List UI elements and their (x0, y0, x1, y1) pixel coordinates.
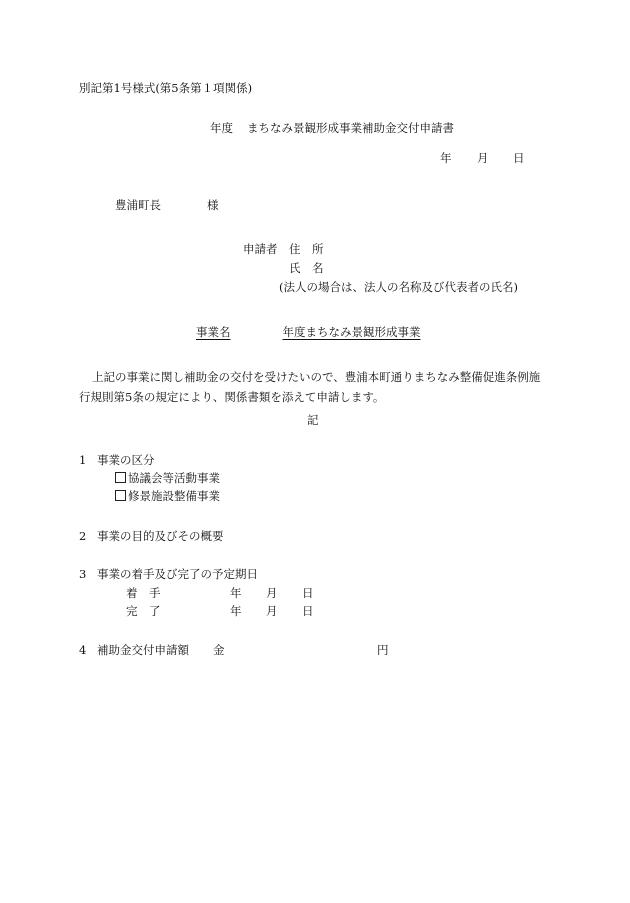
applicant-role: 申請者 (243, 242, 278, 256)
item-1-option-1[interactable] (115, 471, 220, 485)
title-year-label: 年度 (210, 121, 233, 135)
item-2-label: 事業の目的及びその概要 (97, 529, 224, 543)
item-3-number: 3 (79, 567, 87, 581)
form-identifier: 別記第1号様式(第5条第１項関係) (79, 81, 253, 95)
item-1-option-2[interactable] (115, 489, 220, 503)
ki-heading: 記 (307, 413, 319, 427)
item-1-number: 1 (79, 453, 87, 467)
end-month: 月 (266, 604, 278, 618)
applicant-corporate-note: (法人の場合は、法人の名称及び代表者の氏名) (279, 280, 518, 294)
date-day: 日 (513, 151, 525, 165)
amount-unit: 円 (377, 643, 389, 657)
date-month: 月 (477, 151, 489, 165)
start-year: 年 (230, 586, 242, 600)
body-text-line-1: 上記の事業に関し補助金の交付を受けたいので、豊浦本町通りまちなみ整備促進条例施 (92, 370, 541, 384)
start-month: 月 (266, 586, 278, 600)
item-3-label: 事業の着手及び完了の予定期日 (97, 567, 258, 581)
body-text-line-2: 行規則第5条の規定により、関係書類を添えて申請します。 (79, 390, 385, 404)
title-text: まちなみ景観形成事業補助金交付申請書 (247, 121, 454, 135)
item-4-label: 補助金交付申請額 (97, 643, 189, 657)
checkbox-icon[interactable] (115, 490, 126, 501)
checkbox-icon[interactable] (115, 472, 126, 483)
addressee-honorific: 様 (207, 198, 219, 212)
project-name-label: 事業名 (196, 325, 231, 339)
item-4-number: 4 (79, 643, 87, 657)
end-day: 日 (302, 604, 314, 618)
applicant-name-label: 氏 名 (289, 261, 324, 275)
addressee-mayor: 豊浦町長 (115, 198, 161, 212)
date-year: 年 (440, 151, 452, 165)
end-date-label: 完 了 (126, 604, 161, 618)
applicant-address-label: 住 所 (289, 242, 324, 256)
start-day: 日 (302, 586, 314, 600)
option-2-label: 修景施設整備事業 (128, 489, 220, 503)
item-2-number: 2 (79, 529, 87, 543)
form-title (210, 121, 454, 135)
end-year: 年 (230, 604, 242, 618)
amount-prefix: 金 (213, 643, 225, 657)
project-name-line (196, 325, 421, 339)
start-date-label: 着 手 (126, 586, 161, 600)
project-name-value: 年度まちなみ景観形成事業 (282, 325, 421, 339)
item-1-label: 事業の区分 (97, 453, 155, 467)
option-1-label: 協議会等活動事業 (128, 471, 220, 485)
